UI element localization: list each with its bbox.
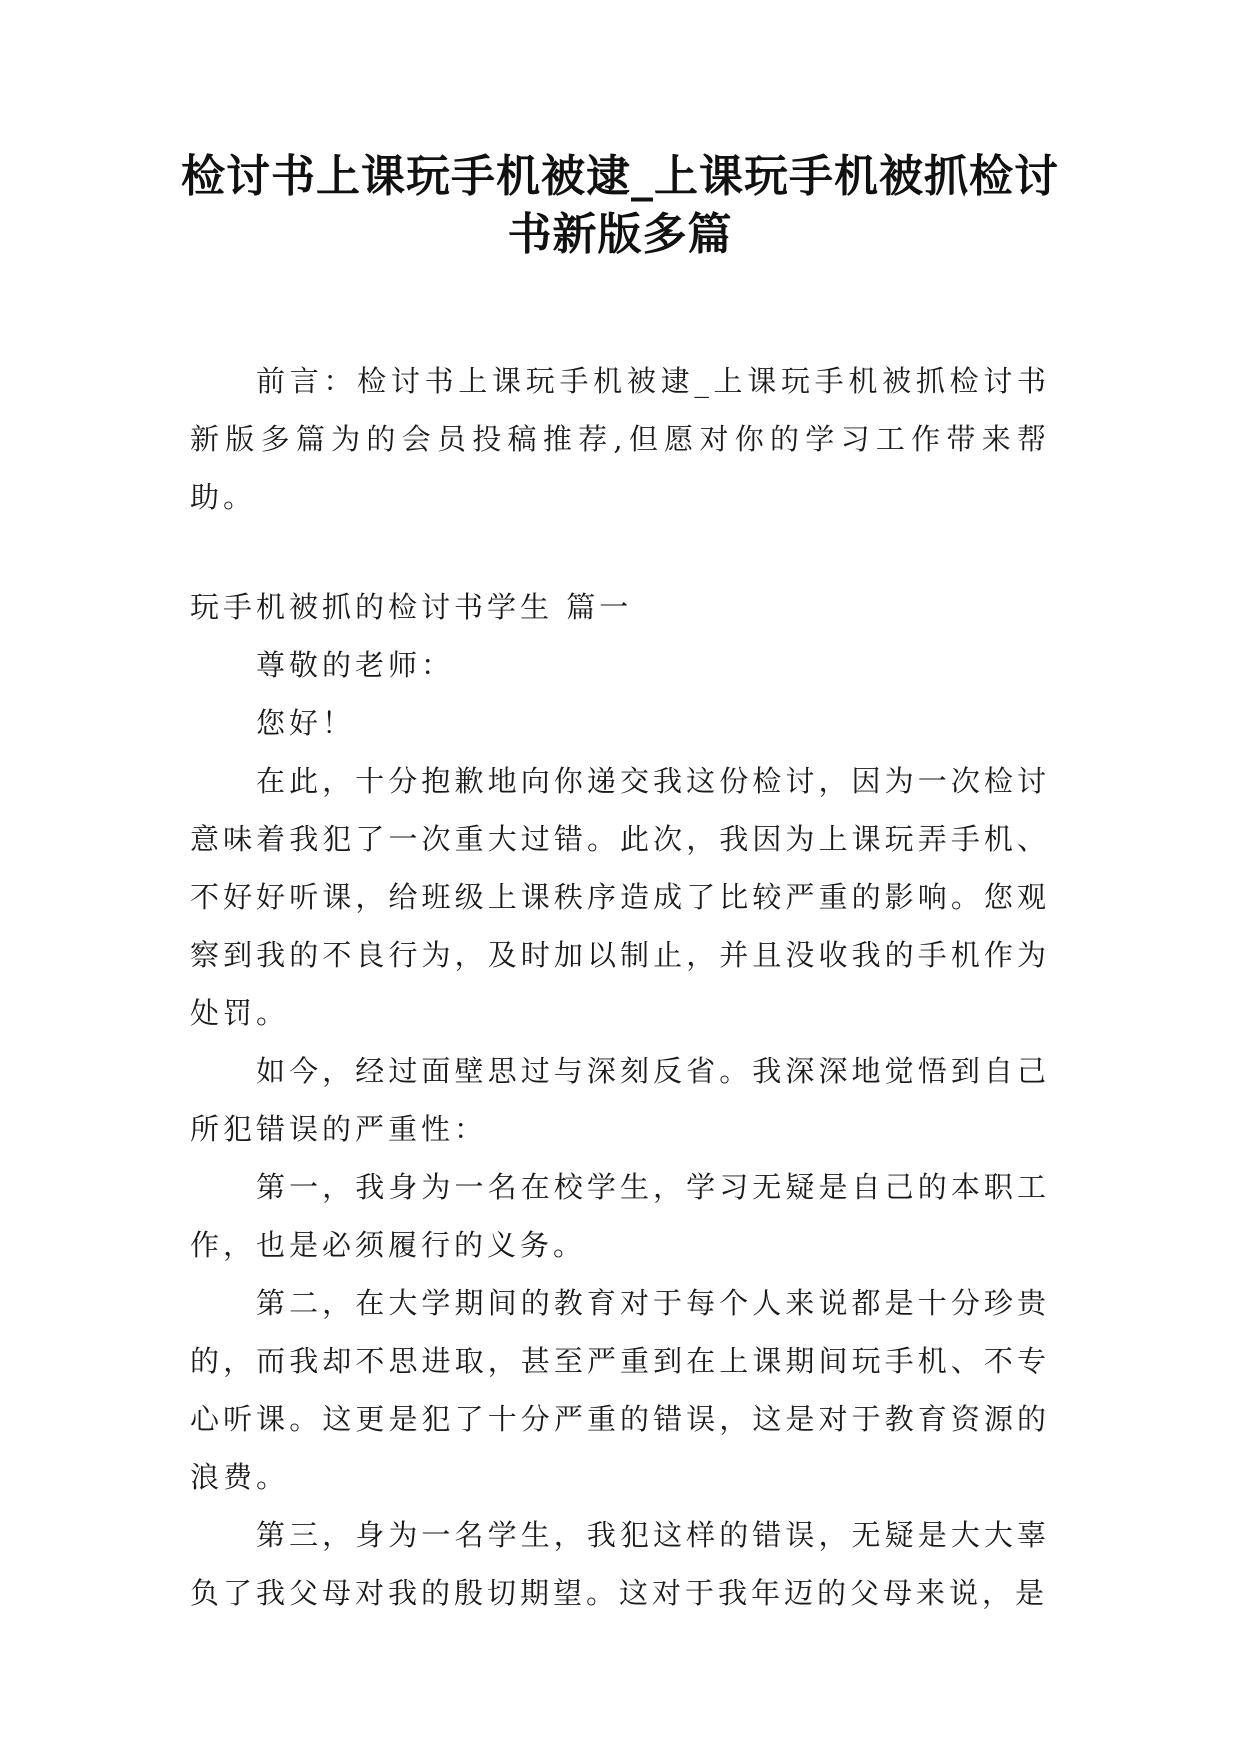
section-heading: 玩手机被抓的检讨书学生 篇一 [190, 590, 633, 624]
salutation: 尊敬的老师： [256, 648, 455, 682]
body-paragraph: 如今，经过面壁思过与深刻反省。我深深地觉悟到自己所犯错误的严重性： [190, 1054, 1050, 1146]
body-paragraph: 第一，我身为一名在校学生，学习无疑是自己的本职工作，也是必须履行的义务。 [190, 1170, 1050, 1262]
document-body [190, 352, 1050, 1622]
greeting: 您好！ [256, 706, 356, 740]
body-paragraph: 第三，身为一名学生，我犯这样的错误，无疑是大大辜负了我父母对我的殷切期望。这对于我年迈的父母来说，是 [190, 1518, 1050, 1610]
preface-paragraph: 前言：检讨书上课玩手机被逮_上课玩手机被抓检讨书新版多篇为的会员投稿推荐,但愿对你的学习工作带来帮助。 [190, 364, 1050, 514]
body-paragraph: 第二，在大学期间的教育对于每个人来说都是十分珍贵的，而我却不思进取，甚至严重到在上课期间玩手机、不专心听课。这更是犯了十分严重的错误，这是对于教育资源的浪费。 [190, 1286, 1050, 1494]
body-paragraph: 在此，十分抱歉地向你递交我这份检讨，因为一次检讨意味着我犯了一次重大过错。此次，我因为上课玩弄手机、不好好听课，给班级上课秩序造成了比较严重的影响。您观察到我的不良行为，及时加以制止，并且没收我的手机作为处罚。 [190, 764, 1050, 1030]
document-title: 检讨书上课玩手机被逮_上课玩手机被抓检讨书新版多篇 [181, 151, 1059, 260]
